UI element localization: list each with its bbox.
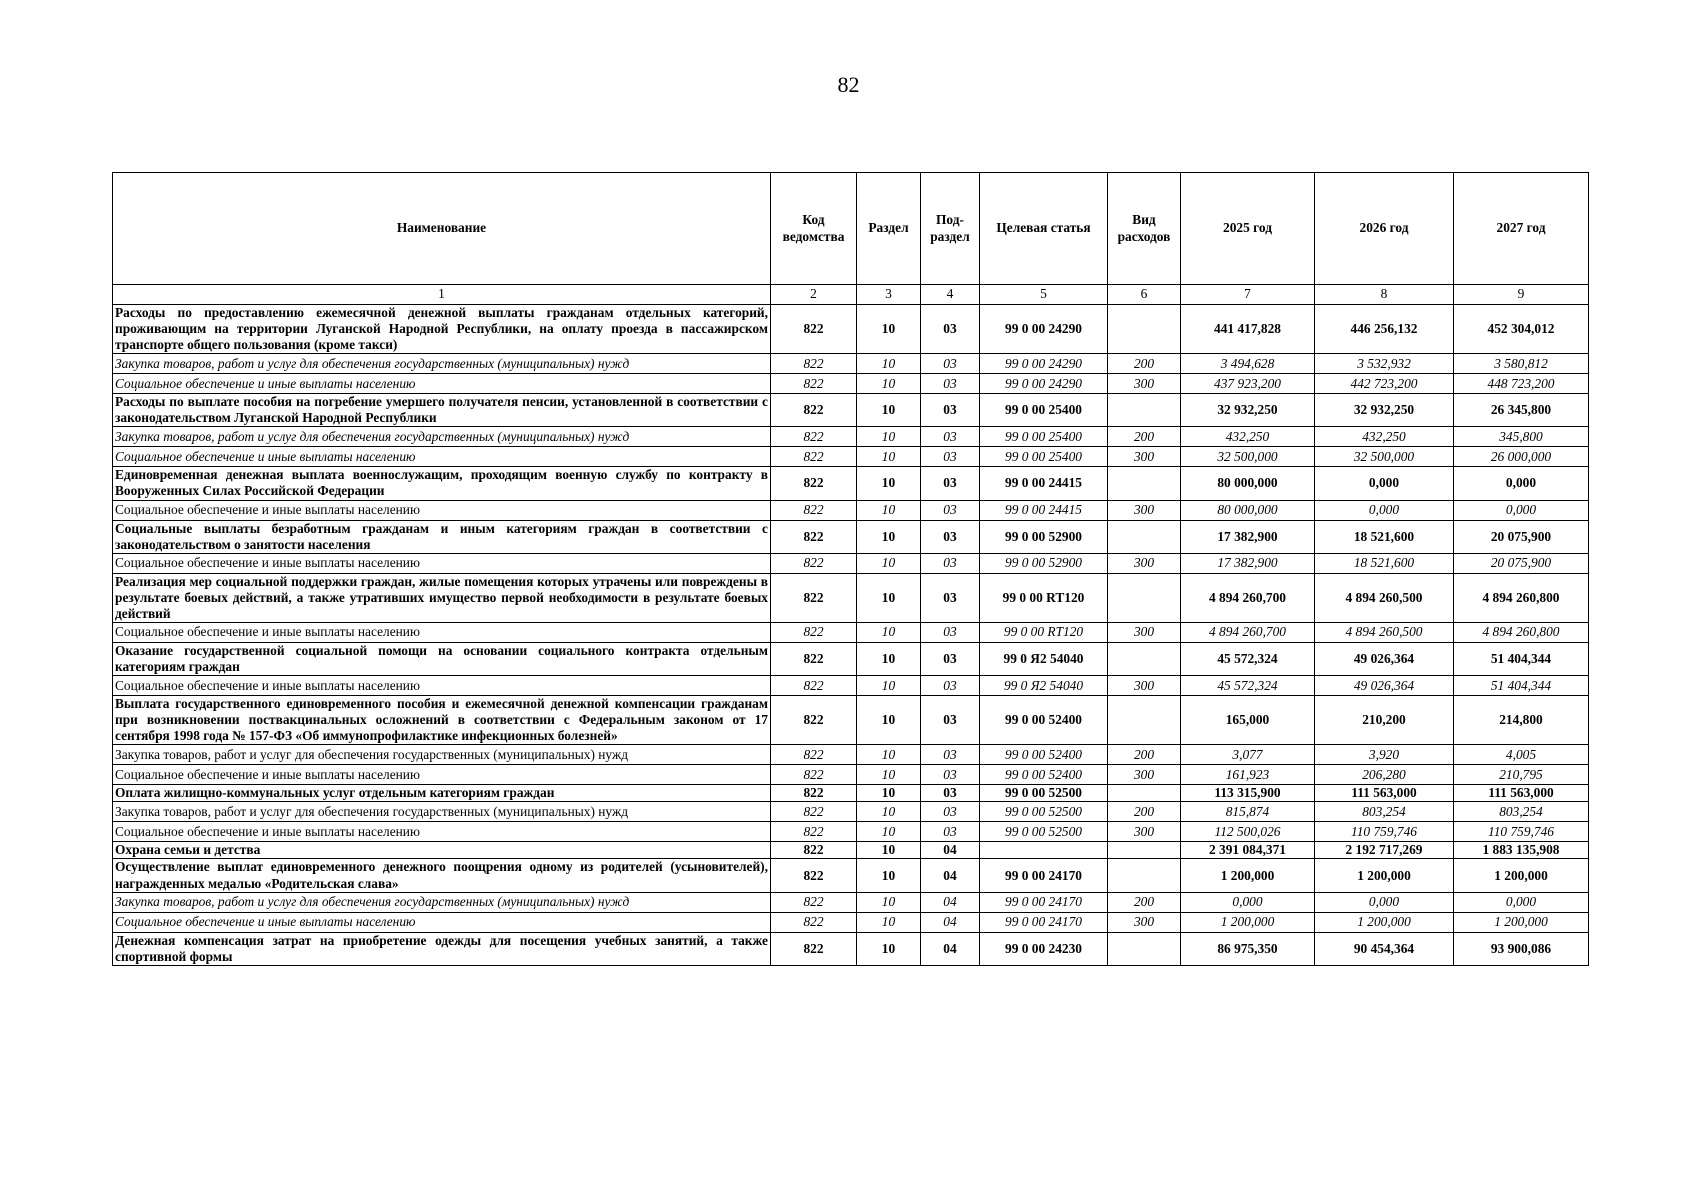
header-type: Вид расходов [1108, 173, 1181, 285]
row-type: 300 [1108, 912, 1181, 932]
row-value-2026: 432,250 [1315, 427, 1454, 447]
row-name: Единовременная денежная выплата военнослужащим, проходящим военную службу по контракту в Вооруженных Силах Российской Федерации [113, 467, 771, 500]
row-value-2027: 26 000,000 [1454, 447, 1589, 467]
row-code: 822 [771, 696, 857, 745]
row-value-2025: 4 894 260,700 [1181, 573, 1315, 622]
row-name: Закупка товаров, работ и услуг для обеспечения государственных (муниципальных) нужд [113, 745, 771, 765]
row-name: Закупка товаров, работ и услуг для обеспечения государственных (муниципальных) нужд [113, 427, 771, 447]
row-subsection: 03 [921, 427, 980, 447]
row-code: 822 [771, 912, 857, 932]
row-type: 300 [1108, 447, 1181, 467]
row-section: 10 [857, 822, 921, 842]
row-value-2027: 20 075,900 [1454, 553, 1589, 573]
table-row [113, 553, 1589, 573]
row-name: Социальное обеспечение и иные выплаты населению [113, 765, 771, 785]
row-value-2027: 111 563,000 [1454, 785, 1589, 802]
row-subsection: 03 [921, 447, 980, 467]
row-section: 10 [857, 427, 921, 447]
row-target: 99 0 00 52400 [980, 696, 1108, 745]
header-name: Наименование [113, 173, 771, 285]
row-value-2025: 80 000,000 [1181, 500, 1315, 520]
row-code: 822 [771, 305, 857, 354]
row-section: 10 [857, 642, 921, 675]
row-type: 300 [1108, 500, 1181, 520]
row-value-2025: 0,000 [1181, 892, 1315, 912]
row-subsection: 04 [921, 892, 980, 912]
header-code: Код ведомства [771, 173, 857, 285]
row-name: Социальное обеспечение и иные выплаты населению [113, 374, 771, 394]
row-section: 10 [857, 842, 921, 859]
row-value-2025: 165,000 [1181, 696, 1315, 745]
row-name: Социальное обеспечение и иные выплаты населению [113, 676, 771, 696]
table-row-total [113, 573, 1589, 622]
row-subsection: 04 [921, 932, 980, 965]
row-code: 822 [771, 802, 857, 822]
column-number: 9 [1454, 285, 1589, 305]
row-code: 822 [771, 765, 857, 785]
row-code: 822 [771, 374, 857, 394]
row-target: 99 0 00 24170 [980, 859, 1108, 892]
header-2027: 2027 год [1454, 173, 1589, 285]
row-subsection: 03 [921, 696, 980, 745]
table-row [113, 676, 1589, 696]
table-row [113, 745, 1589, 765]
row-type: 300 [1108, 374, 1181, 394]
row-value-2026: 446 256,132 [1315, 305, 1454, 354]
row-subsection: 03 [921, 553, 980, 573]
row-value-2027: 51 404,344 [1454, 676, 1589, 696]
table-row-total [113, 842, 1589, 859]
row-type [1108, 467, 1181, 500]
row-target: 99 0 00 24290 [980, 305, 1108, 354]
row-value-2026: 4 894 260,500 [1315, 573, 1454, 622]
row-value-2026: 3 532,932 [1315, 354, 1454, 374]
row-type [1108, 696, 1181, 745]
row-value-2027: 803,254 [1454, 802, 1589, 822]
row-target [980, 842, 1108, 859]
row-name: Оказание государственной социальной помощи на основании социального контракта отдельным категориям граждан [113, 642, 771, 675]
row-subsection: 03 [921, 642, 980, 675]
table-row [113, 765, 1589, 785]
row-target: 99 0 00 24290 [980, 354, 1108, 374]
row-value-2027: 1 200,000 [1454, 859, 1589, 892]
table-body [113, 285, 1589, 966]
row-code: 822 [771, 573, 857, 622]
header-2026: 2026 год [1315, 173, 1454, 285]
row-target: 99 0 00 52500 [980, 802, 1108, 822]
row-value-2027: 0,000 [1454, 500, 1589, 520]
row-value-2027: 51 404,344 [1454, 642, 1589, 675]
row-value-2025: 2 391 084,371 [1181, 842, 1315, 859]
row-section: 10 [857, 573, 921, 622]
row-code: 822 [771, 859, 857, 892]
row-value-2026: 18 521,600 [1315, 553, 1454, 573]
row-type: 300 [1108, 676, 1181, 696]
row-value-2025: 815,874 [1181, 802, 1315, 822]
row-target: 99 0 00 52400 [980, 745, 1108, 765]
row-name: Выплата государственного единовременного пособия и ежемесячной денежной компенсации гражданам при возникновении поствакцинальных осложнений в соответствии с Федеральным законом от 17 сентября 1998 года № 157-ФЗ «Об иммунопрофилактике инфекционных болезней» [113, 696, 771, 745]
row-value-2025: 432,250 [1181, 427, 1315, 447]
row-subsection: 03 [921, 467, 980, 500]
row-value-2027: 448 723,200 [1454, 374, 1589, 394]
row-section: 10 [857, 374, 921, 394]
row-value-2025: 113 315,900 [1181, 785, 1315, 802]
row-type: 200 [1108, 892, 1181, 912]
row-name: Охрана семьи и детства [113, 842, 771, 859]
table-row-total [113, 520, 1589, 553]
table-header [113, 173, 1589, 285]
row-code: 822 [771, 447, 857, 467]
row-target: 99 0 00 52900 [980, 520, 1108, 553]
table-row-total [113, 932, 1589, 965]
row-name: Осуществление выплат единовременного денежного поощрения одному из родителей (усыновителей), награжденных медалью «Родительская слава» [113, 859, 771, 892]
row-code: 822 [771, 676, 857, 696]
row-name: Закупка товаров, работ и услуг для обеспечения государственных (муниципальных) нужд [113, 802, 771, 822]
row-value-2027: 4 894 260,800 [1454, 573, 1589, 622]
row-subsection: 03 [921, 573, 980, 622]
column-number: 4 [921, 285, 980, 305]
row-subsection: 03 [921, 354, 980, 374]
row-value-2026: 32 932,250 [1315, 394, 1454, 427]
row-section: 10 [857, 912, 921, 932]
row-section: 10 [857, 745, 921, 765]
row-section: 10 [857, 892, 921, 912]
row-value-2027: 26 345,800 [1454, 394, 1589, 427]
table-row-total [113, 394, 1589, 427]
row-type: 200 [1108, 802, 1181, 822]
row-section: 10 [857, 785, 921, 802]
row-subsection: 03 [921, 822, 980, 842]
row-value-2026: 49 026,364 [1315, 642, 1454, 675]
row-subsection: 04 [921, 859, 980, 892]
row-value-2027: 4,005 [1454, 745, 1589, 765]
table-row [113, 912, 1589, 932]
row-code: 822 [771, 622, 857, 642]
row-name: Денежная компенсация затрат на приобретение одежды для посещения учебных занятий, а также спортивной формы [113, 932, 771, 965]
row-type [1108, 785, 1181, 802]
row-value-2026: 110 759,746 [1315, 822, 1454, 842]
row-subsection: 03 [921, 676, 980, 696]
row-value-2025: 80 000,000 [1181, 467, 1315, 500]
row-value-2026: 111 563,000 [1315, 785, 1454, 802]
header-section: Раздел [857, 173, 921, 285]
row-section: 10 [857, 765, 921, 785]
row-section: 10 [857, 932, 921, 965]
table-row [113, 500, 1589, 520]
row-subsection: 03 [921, 500, 980, 520]
row-section: 10 [857, 520, 921, 553]
row-value-2025: 161,923 [1181, 765, 1315, 785]
row-code: 822 [771, 500, 857, 520]
table-row-total [113, 785, 1589, 802]
row-section: 10 [857, 553, 921, 573]
row-type: 300 [1108, 553, 1181, 573]
row-name: Оплата жилищно-коммунальных услуг отдельным категориям граждан [113, 785, 771, 802]
table-row [113, 427, 1589, 447]
row-target: 99 0 00 25400 [980, 427, 1108, 447]
table-row [113, 447, 1589, 467]
row-target: 99 0 00 52500 [980, 785, 1108, 802]
row-code: 822 [771, 520, 857, 553]
row-value-2025: 86 975,350 [1181, 932, 1315, 965]
row-type: 200 [1108, 354, 1181, 374]
column-number: 1 [113, 285, 771, 305]
row-value-2026: 803,254 [1315, 802, 1454, 822]
column-number: 6 [1108, 285, 1181, 305]
row-value-2027: 214,800 [1454, 696, 1589, 745]
row-value-2027: 345,800 [1454, 427, 1589, 447]
row-name: Социальное обеспечение и иные выплаты населению [113, 912, 771, 932]
row-value-2026: 49 026,364 [1315, 676, 1454, 696]
column-number: 8 [1315, 285, 1454, 305]
row-value-2026: 1 200,000 [1315, 912, 1454, 932]
row-name: Реализация мер социальной поддержки граждан, жилые помещения которых утрачены или повреждены в результате боевых действий, а также утративших имущество первой необходимости в результате боевых действий [113, 573, 771, 622]
row-subsection: 03 [921, 785, 980, 802]
row-code: 822 [771, 467, 857, 500]
row-value-2026: 206,280 [1315, 765, 1454, 785]
row-code: 822 [771, 553, 857, 573]
row-type [1108, 394, 1181, 427]
row-subsection: 03 [921, 802, 980, 822]
row-value-2025: 45 572,324 [1181, 642, 1315, 675]
table-row-total [113, 696, 1589, 745]
row-section: 10 [857, 696, 921, 745]
row-subsection: 03 [921, 745, 980, 765]
row-subsection: 03 [921, 394, 980, 427]
row-target: 99 0 00 52400 [980, 765, 1108, 785]
row-target: 99 0 00 25400 [980, 394, 1108, 427]
row-value-2027: 110 759,746 [1454, 822, 1589, 842]
table-row [113, 802, 1589, 822]
row-target: 99 0 00 RT120 [980, 573, 1108, 622]
row-name: Социальное обеспечение и иные выплаты населению [113, 447, 771, 467]
row-target: 99 0 00 RT120 [980, 622, 1108, 642]
row-section: 10 [857, 802, 921, 822]
row-name: Закупка товаров, работ и услуг для обеспечения государственных (муниципальных) нужд [113, 892, 771, 912]
row-value-2027: 0,000 [1454, 892, 1589, 912]
row-value-2025: 1 200,000 [1181, 912, 1315, 932]
row-type: 300 [1108, 765, 1181, 785]
row-target: 99 0 00 24415 [980, 467, 1108, 500]
row-value-2025: 1 200,000 [1181, 859, 1315, 892]
row-target: 99 0 00 24290 [980, 374, 1108, 394]
table-row [113, 374, 1589, 394]
row-section: 10 [857, 394, 921, 427]
table-row [113, 354, 1589, 374]
table-row-total [113, 305, 1589, 354]
row-type [1108, 520, 1181, 553]
column-number: 3 [857, 285, 921, 305]
row-value-2025: 32 932,250 [1181, 394, 1315, 427]
row-name: Социальное обеспечение и иные выплаты населению [113, 553, 771, 573]
row-value-2025: 112 500,026 [1181, 822, 1315, 842]
row-target: 99 0 00 52900 [980, 553, 1108, 573]
row-value-2025: 4 894 260,700 [1181, 622, 1315, 642]
row-subsection: 03 [921, 305, 980, 354]
row-target: 99 0 00 24230 [980, 932, 1108, 965]
row-name: Расходы по предоставлению ежемесячной денежной выплаты гражданам отдельных категорий, проживающим на территории Луганской Народной Республики, на оплату проезда в пассажирском транспорте общего пользования (кроме такси) [113, 305, 771, 354]
row-name: Социальные выплаты безработным гражданам и иным категориям граждан в соответствии с законодательством о занятости населения [113, 520, 771, 553]
row-value-2027: 4 894 260,800 [1454, 622, 1589, 642]
header-2025: 2025 год [1181, 173, 1315, 285]
row-value-2025: 3 494,628 [1181, 354, 1315, 374]
row-code: 822 [771, 642, 857, 675]
row-name: Социальное обеспечение и иные выплаты населению [113, 622, 771, 642]
row-target: 99 0 00 52500 [980, 822, 1108, 842]
row-section: 10 [857, 500, 921, 520]
row-subsection: 03 [921, 520, 980, 553]
row-target: 99 0 Я2 54040 [980, 642, 1108, 675]
row-value-2026: 3,920 [1315, 745, 1454, 765]
row-name: Закупка товаров, работ и услуг для обеспечения государственных (муниципальных) нужд [113, 354, 771, 374]
row-code: 822 [771, 427, 857, 447]
row-value-2025: 45 572,324 [1181, 676, 1315, 696]
row-code: 822 [771, 394, 857, 427]
row-subsection: 03 [921, 622, 980, 642]
header-target: Целевая статья [980, 173, 1108, 285]
row-subsection: 04 [921, 912, 980, 932]
row-type: 200 [1108, 427, 1181, 447]
row-subsection: 03 [921, 765, 980, 785]
row-target: 99 0 00 24170 [980, 912, 1108, 932]
row-value-2026: 1 200,000 [1315, 859, 1454, 892]
row-section: 10 [857, 354, 921, 374]
row-type: 200 [1108, 745, 1181, 765]
row-value-2025: 437 923,200 [1181, 374, 1315, 394]
row-value-2026: 4 894 260,500 [1315, 622, 1454, 642]
row-value-2027: 0,000 [1454, 467, 1589, 500]
row-type [1108, 642, 1181, 675]
budget-table [112, 172, 1589, 966]
row-value-2027: 1 883 135,908 [1454, 842, 1589, 859]
row-section: 10 [857, 676, 921, 696]
row-target: 99 0 00 25400 [980, 447, 1108, 467]
row-target: 99 0 Я2 54040 [980, 676, 1108, 696]
row-section: 10 [857, 447, 921, 467]
row-value-2027: 1 200,000 [1454, 912, 1589, 932]
row-code: 822 [771, 822, 857, 842]
row-value-2026: 0,000 [1315, 467, 1454, 500]
row-value-2025: 17 382,900 [1181, 553, 1315, 573]
row-name: Расходы по выплате пособия на погребение умершего получателя пенсии, установленной в соответствии с законодательством Луганской Народной Республики [113, 394, 771, 427]
row-value-2026: 0,000 [1315, 892, 1454, 912]
row-value-2026: 32 500,000 [1315, 447, 1454, 467]
row-code: 822 [771, 745, 857, 765]
table-row-total [113, 642, 1589, 675]
row-section: 10 [857, 305, 921, 354]
row-code: 822 [771, 354, 857, 374]
row-value-2026: 0,000 [1315, 500, 1454, 520]
row-section: 10 [857, 622, 921, 642]
row-type [1108, 842, 1181, 859]
table-row [113, 622, 1589, 642]
column-number: 7 [1181, 285, 1315, 305]
row-value-2026: 90 454,364 [1315, 932, 1454, 965]
row-value-2027: 3 580,812 [1454, 354, 1589, 374]
row-code: 822 [771, 785, 857, 802]
table-row-total [113, 859, 1589, 892]
row-value-2026: 2 192 717,269 [1315, 842, 1454, 859]
row-target: 99 0 00 24415 [980, 500, 1108, 520]
row-subsection: 03 [921, 374, 980, 394]
row-name: Социальное обеспечение и иные выплаты населению [113, 822, 771, 842]
row-value-2027: 210,795 [1454, 765, 1589, 785]
row-type: 300 [1108, 622, 1181, 642]
row-code: 822 [771, 932, 857, 965]
row-type [1108, 932, 1181, 965]
row-code: 822 [771, 842, 857, 859]
row-target: 99 0 00 24170 [980, 892, 1108, 912]
row-value-2027: 93 900,086 [1454, 932, 1589, 965]
row-section: 10 [857, 859, 921, 892]
row-code: 822 [771, 892, 857, 912]
row-type [1108, 305, 1181, 354]
row-value-2025: 17 382,900 [1181, 520, 1315, 553]
row-value-2025: 3,077 [1181, 745, 1315, 765]
table-row-total [113, 467, 1589, 500]
row-value-2026: 210,200 [1315, 696, 1454, 745]
row-name: Социальное обеспечение и иные выплаты населению [113, 500, 771, 520]
column-number: 5 [980, 285, 1108, 305]
row-value-2025: 441 417,828 [1181, 305, 1315, 354]
header-subsection: Под-раздел [921, 173, 980, 285]
row-value-2025: 32 500,000 [1181, 447, 1315, 467]
row-value-2027: 20 075,900 [1454, 520, 1589, 553]
column-number-row [113, 285, 1589, 305]
table-row [113, 892, 1589, 912]
table-row [113, 822, 1589, 842]
column-number: 2 [771, 285, 857, 305]
row-section: 10 [857, 467, 921, 500]
row-subsection: 04 [921, 842, 980, 859]
row-value-2026: 18 521,600 [1315, 520, 1454, 553]
row-value-2027: 452 304,012 [1454, 305, 1589, 354]
row-type: 300 [1108, 822, 1181, 842]
row-type [1108, 859, 1181, 892]
row-value-2026: 442 723,200 [1315, 374, 1454, 394]
row-type [1108, 573, 1181, 622]
page-number: 82 [837, 72, 860, 97]
